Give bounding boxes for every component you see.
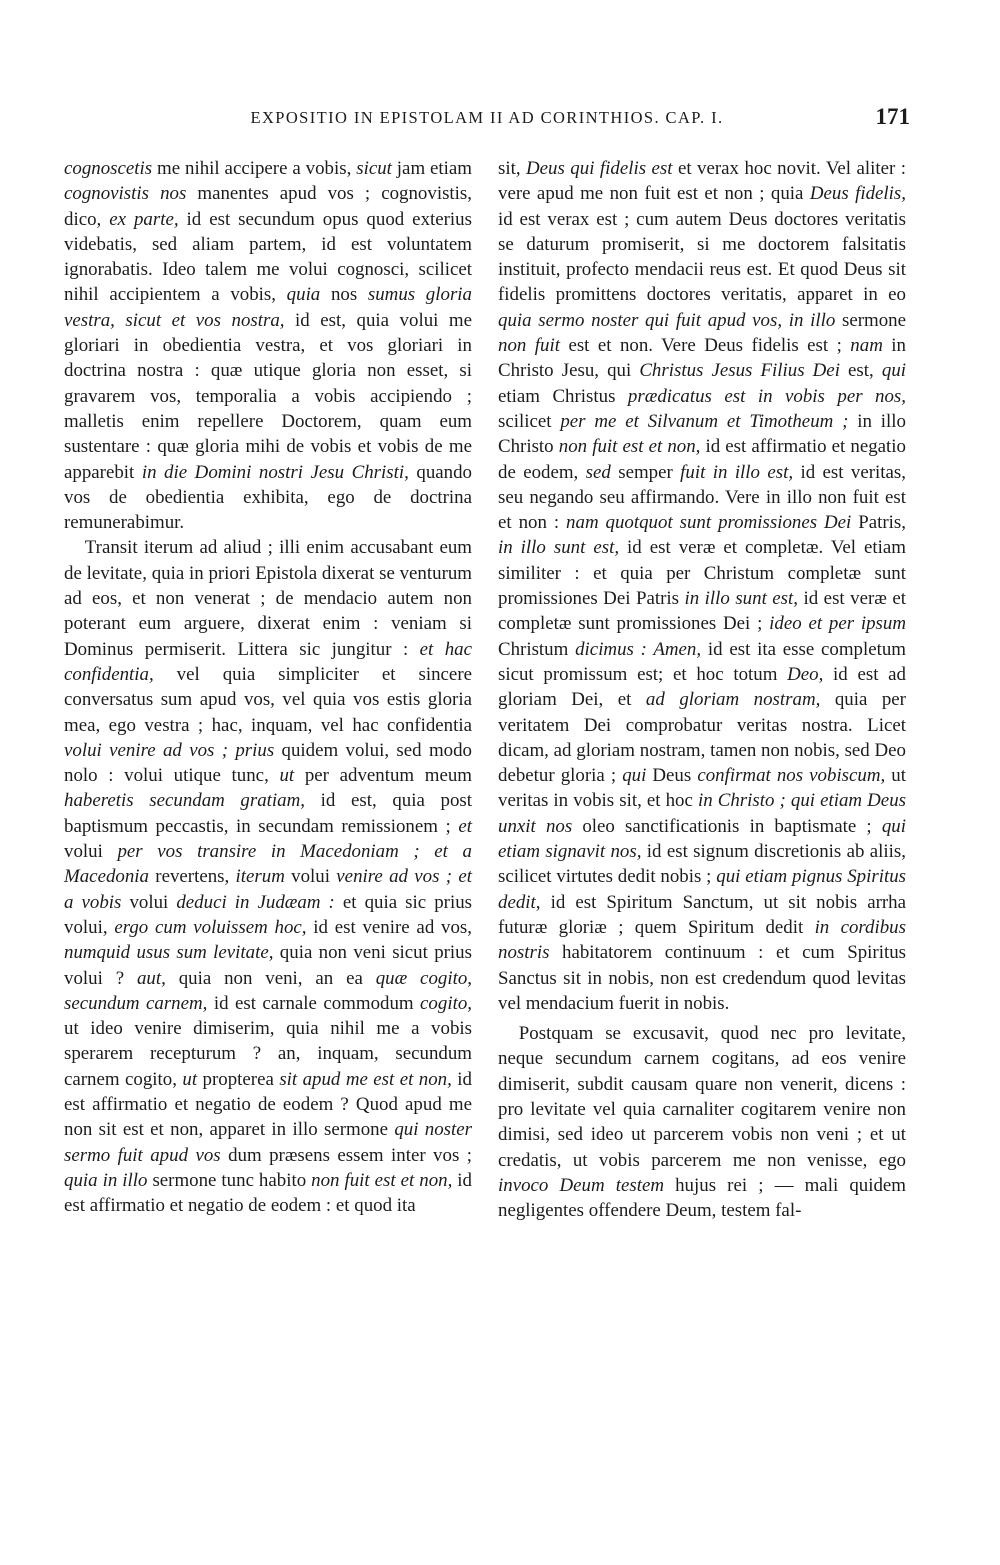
- italic-text: per vos transire in Macedoniam ; et a Macedonia: [64, 841, 473, 888]
- paragraph: [498, 156, 906, 1016]
- text-span: vel quia simpliciter et sincere conversatus sum apud vos, vel quia vos estis gloria mea, ego vestra ; hac, inquam, vel hac confidentia: [64, 663, 472, 736]
- right-column: [498, 156, 906, 1223]
- text-span: in illo Christo: [498, 410, 906, 458]
- text-span: Postquam se excusavit, quod nec pro levitate, neque secundum carnem cogitans, ad eos venire dimiserit, subdit causam quare non venerit, dicens : pro levitate vel quia carnaliter cogitarem venire non dimisi, sed ideo ut parcerem vobis non veni ; et ut credatis, ut vobis parcerem me non venisse, ego: [498, 1023, 906, 1171]
- text-span: sermone tunc habito: [147, 1169, 312, 1191]
- italic-text: in die Domini nostri Jesu Christi,: [141, 461, 409, 483]
- text-span: quia per veritatem Dei comprobatur veritas nostra. Licet dicam, ad gloriam nostram, tamen non nobis, sed Deo debetur gloria ;: [498, 689, 906, 787]
- italic-text: sicut: [356, 158, 392, 179]
- italic-text: qui noster sermo fuit apud vos: [64, 1119, 473, 1166]
- italic-text: Deus qui fidelis est: [526, 158, 673, 179]
- text-span: Christum: [498, 638, 576, 660]
- italic-text: qui etiam pignus Spiritus dedit,: [498, 866, 906, 913]
- text-span: revertens,: [148, 866, 236, 888]
- italic-text: numquid usus sum levitate,: [64, 942, 274, 964]
- text-span: id est affirmatio et negatio de eodem : et quod ita: [64, 1169, 472, 1217]
- italic-text: in illo sunt est,: [684, 588, 799, 610]
- text-span: Patris,: [851, 512, 906, 534]
- text-span: me nihil accipere a vobis,: [152, 158, 357, 179]
- italic-text: dicimus : Amen,: [575, 638, 702, 660]
- text-span: scilicet: [498, 410, 561, 432]
- text-span: semper: [610, 461, 681, 483]
- italic-text: et hac confidentia,: [64, 638, 472, 685]
- left-column: [64, 156, 472, 1218]
- text-span: id est ita esse completum sicut promissum est; et hoc totum: [498, 638, 906, 685]
- italic-text: venire ad vos ; et a vobis: [64, 866, 472, 913]
- text-span: id est ad gloriam Dei, et: [498, 663, 906, 711]
- italic-text: nam quotquot sunt promissiones Dei: [566, 512, 852, 534]
- italic-text: Christus Jesus Filius Dei: [639, 360, 840, 382]
- text-span: id est verax est ; cum autem Deus doctores veritatis se daturum promiserit, si me doctorem falsitatis instituit, profecto mendacii reus est. Et quod Deus sit fidelis promittens doctores veritatis, apparet in eo: [498, 208, 906, 306]
- text-span: propterea: [197, 1068, 280, 1090]
- italic-text: quæ cogito, secundum carnem,: [64, 967, 472, 1014]
- text-span: etiam Christus: [498, 385, 628, 407]
- italic-text: in illo sunt est,: [498, 537, 620, 559]
- text-span: et verax hoc novit. Vel aliter : vere apud me non fuit est et non ; quia: [498, 158, 906, 205]
- italic-text: ex parte,: [109, 208, 179, 230]
- text-span: sermone: [835, 309, 907, 331]
- text-span: volui: [121, 891, 177, 913]
- text-span: id est affirmatio et negatio de eodem,: [498, 436, 906, 483]
- italic-text: qui: [881, 360, 907, 382]
- text-span: id est affirmatio et negatio de eodem ? Quod apud me non sit est et non, apparet in illo sermone: [64, 1068, 472, 1141]
- text-span: est et non. Vere Deus fidelis est ;: [559, 335, 851, 357]
- text-span: habitatorem continuum : et cum Spiritus Sanctus sit in nobis, non est credendum quod levitas vel mendacium fuerit in nobis.: [498, 942, 906, 1014]
- italic-text: iterum: [235, 866, 285, 888]
- text-span: id est secundum opus quod exterius videbatis, sed aliam partem, id est voluntatem ignorabatis. Ideo talem me volui cognosci, scilicet nihil accipientem a vobis,: [64, 208, 472, 306]
- italic-text: ideo et per ipsum: [769, 613, 906, 635]
- italic-text: sed: [585, 461, 611, 483]
- text-span: ut veritas in vobis sit, et hoc: [498, 765, 907, 812]
- italic-text: in cordibus nostris: [498, 916, 906, 964]
- running-title: EXPOSITIO IN EPISTOLAM II AD CORINTHIOS. CAP. I.: [250, 108, 724, 127]
- text-span: quia non veni sicut prius volui ?: [64, 942, 472, 989]
- text-span: volui: [64, 841, 118, 863]
- paragraph: [64, 156, 472, 535]
- italic-text: ad gloriam nostram,: [645, 689, 821, 711]
- text-span: nos: [320, 284, 368, 306]
- running-head: [64, 104, 910, 134]
- text-span: sit,: [498, 158, 527, 179]
- text-span: Transit iterum ad aliud ; illi enim accusabant eum de levitate, quia in priori Epistola dixerat se venturum ad eos, et non venerat ; de mendacio autem non poterant eum arguere, dixerat enim : veniam si Dominus permiserit. Littera sic jungitur :: [64, 537, 472, 660]
- text-span: Deus: [646, 765, 698, 787]
- italic-text: sit apud me est et non,: [279, 1068, 452, 1090]
- text-span: id est veræ et completæ sunt promissiones Dei ;: [498, 588, 906, 635]
- paragraph: [64, 535, 472, 1218]
- text-span: manentes apud vos ; cognovistis, dico,: [64, 183, 472, 230]
- text-span: est,: [839, 360, 882, 382]
- italic-text: ergo cum voluissem hoc,: [114, 916, 307, 938]
- italic-text: in Christo ; qui etiam Deus unxit nos: [498, 790, 906, 837]
- italic-text: deduci in Judæam :: [176, 891, 335, 913]
- text-span: in Christo Jesu, qui: [498, 335, 906, 382]
- italic-text: non fuit est et non,: [558, 436, 701, 458]
- text-span: quidem volui, sed modo nolo : volui utique tunc,: [64, 739, 472, 787]
- text-span: id est, quia post baptismum peccastis, in secundam remissionem ;: [64, 790, 472, 837]
- italic-text: ut: [279, 765, 295, 787]
- text-span: hujus rei ; — mali quidem negligentes offendere Deum, testem fal-: [498, 1174, 906, 1222]
- italic-text: cognoscetis: [64, 158, 153, 179]
- italic-text: Deus fidelis,: [809, 183, 906, 205]
- text-span: jam etiam: [391, 158, 472, 179]
- text-span: id est venire ad vos,: [306, 916, 472, 938]
- italic-text: quia in illo: [64, 1169, 148, 1191]
- italic-text: haberetis secundam gratiam,: [64, 790, 305, 812]
- text-span: ut ideo venire dimiserim, quia nihil me a vobis sperarem recepturum ? an, inquam, secundum carnem cogito,: [64, 1018, 472, 1090]
- page-number: 171: [875, 104, 910, 129]
- italic-text: ut: [182, 1068, 198, 1090]
- italic-text: fuit in illo est,: [680, 461, 794, 483]
- italic-text: non fuit: [498, 335, 560, 357]
- text-span: per adventum meum: [294, 765, 473, 787]
- italic-text: sumus gloria vestra, sicut et vos nostra,: [64, 284, 472, 331]
- text-span: et quia sic prius volui,: [64, 891, 472, 938]
- italic-text: non fuit est et non,: [311, 1169, 453, 1191]
- italic-text: quia: [286, 284, 321, 306]
- text-span: id est, quia volui me gloriari in obedientia vestra, et vos gloriari in doctrina nostra : quæ utique gloria non esset, si gravarem vos, temporalia a vobis accipiendo ; malletis enim repellere Doctorem, quam eum sustentare : quæ gloria mihi de vobis et vobis de me apparebit: [64, 309, 472, 483]
- text-span: oleo sanctificationis in baptismate ;: [572, 815, 882, 837]
- italic-text: confirmat nos vobiscum,: [697, 765, 886, 787]
- text-span: id est carnale commodum: [207, 992, 421, 1014]
- italic-text: qui etiam signavit nos,: [498, 815, 906, 863]
- italic-text: quia sermo noster qui fuit apud vos, in illo: [498, 309, 836, 331]
- text-span: id est signum discretionis ab aliis, scilicet virtutes dedit nobis ;: [498, 841, 906, 888]
- text-span: volui: [284, 866, 337, 888]
- text-span: id est veritas, seu negando seu affirmando. Vere in illo non fuit est et non :: [498, 461, 906, 534]
- text-span: dum præsens essem inter vos ;: [220, 1144, 472, 1166]
- italic-text: per me et Silvanum et Timotheum ;: [560, 410, 849, 432]
- italic-text: volui venire ad vos ; prius: [64, 739, 275, 761]
- text-span: id est veræ et completæ. Vel etiam similiter : et quia per Christum completæ sunt promissiones Dei Patris: [498, 537, 907, 610]
- italic-text: qui: [622, 765, 647, 787]
- italic-text: et: [458, 815, 472, 837]
- italic-text: invoco Deum testem: [498, 1174, 664, 1196]
- text-span: quando vos de obedientia exhibita, ego de doctrina remunerabimur.: [64, 461, 472, 534]
- italic-text: prædicatus est in vobis per nos,: [627, 385, 907, 407]
- italic-text: cognovistis nos: [64, 183, 187, 205]
- text-span: id est Spiritum Sanctum, ut sit nobis arrha futuræ gloriæ ; quem Spiritum dedit: [498, 891, 906, 938]
- text-span: quia non veni, an ea: [165, 967, 376, 989]
- italic-text: nam: [850, 335, 883, 357]
- italic-text: aut,: [136, 967, 166, 989]
- paragraph: [498, 1021, 906, 1223]
- italic-text: cogito,: [420, 992, 472, 1014]
- italic-text: Deo,: [787, 663, 824, 685]
